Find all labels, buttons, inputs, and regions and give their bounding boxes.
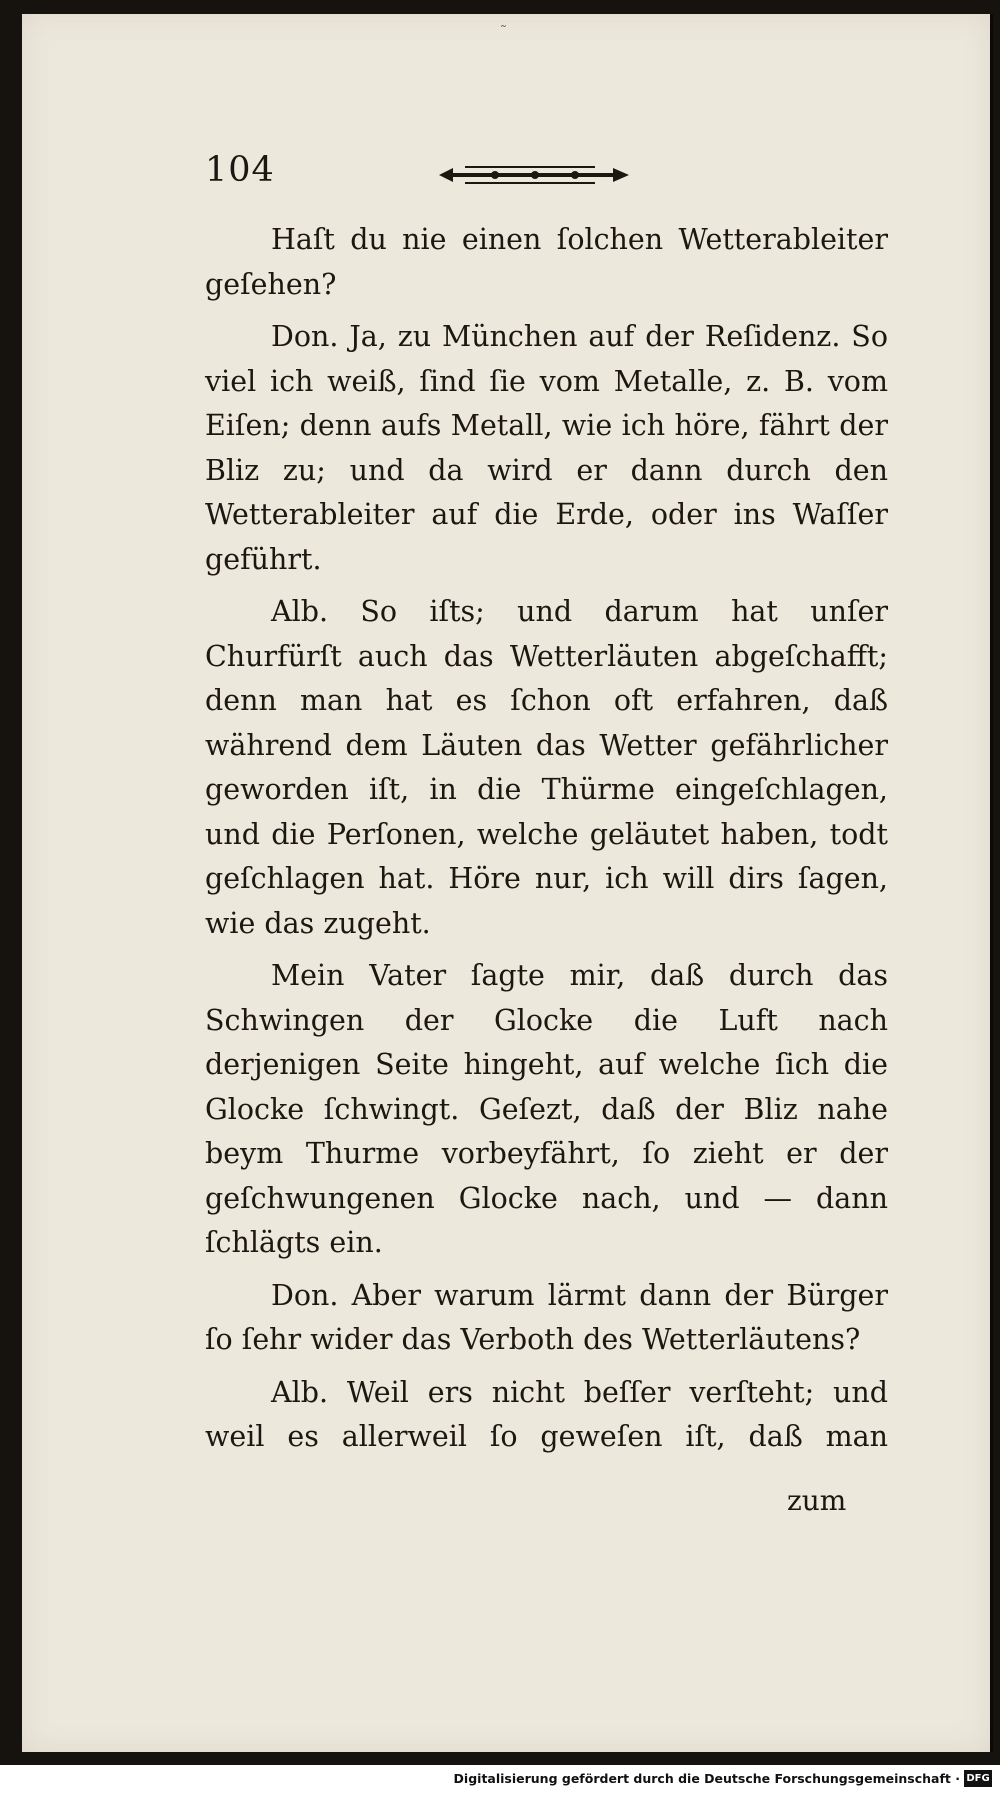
top-edge-mark: ˜ [500, 24, 507, 40]
catchword: zum [787, 1484, 847, 1517]
paragraph: Don. Aber warum lärmt dann der Bürger ſo ſehr wider das Verboth des Wetterläutens? [205, 1278, 888, 1356]
body-text [205, 218, 888, 1468]
paragraph: Haſt du nie einen ſolchen Wetterableiter geſehen? [205, 223, 888, 301]
footer-bar [0, 1765, 1000, 1795]
page-header [205, 150, 905, 200]
paragraph: Alb. So iſts; und darum hat unſer Churfürſt auch das Wetterläuten abgeſchafft; denn man hat es ſchon oft erfahren, daß während dem Läuten das Wetter gefährlicher geworden iſt, in die Thürme eingeſchlagen, und die Perſonen, welche geläutet haben, todt geſchlagen hat. Höre nur, ich will dirs ſagen, wie das zugeht. [205, 595, 888, 940]
paragraph: Mein Vater ſagte mir, daß durch das Schwingen der Glocke die Luft nach derjenigen Seite hingeht, auf welche ſich die Glocke ſchwingt. Geſezt, daß der Bliz nahe beym Thurme vorbeyfährt, ſo zieht er der geſchwungenen Glocke nach, und — dann ſchlägts ein. [205, 959, 888, 1259]
paragraph: Don. Ja, zu München auf der Reſidenz. So viel ich weiß, ſind ſie vom Metalle, z. B. vom Eiſen; denn aufs Metall, wie ich höre, fährt der Bliz zu; und da wird er dann durch den Wetterableiter auf die Erde, oder ins Waſſer geführt. [205, 320, 888, 576]
paragraph: Alb. Weil ers nicht beſſer verſteht; und weil es allerweil ſo geweſen iſt, daß man [205, 1375, 888, 1453]
dfg-logo-icon: DFG [964, 1770, 992, 1787]
header-ornament-icon [435, 164, 635, 186]
footer-credit: Digitalisierung gefördert durch die Deutsche Forschungsgemeinschaft · [453, 1771, 960, 1786]
page-number: 104 [205, 150, 275, 190]
